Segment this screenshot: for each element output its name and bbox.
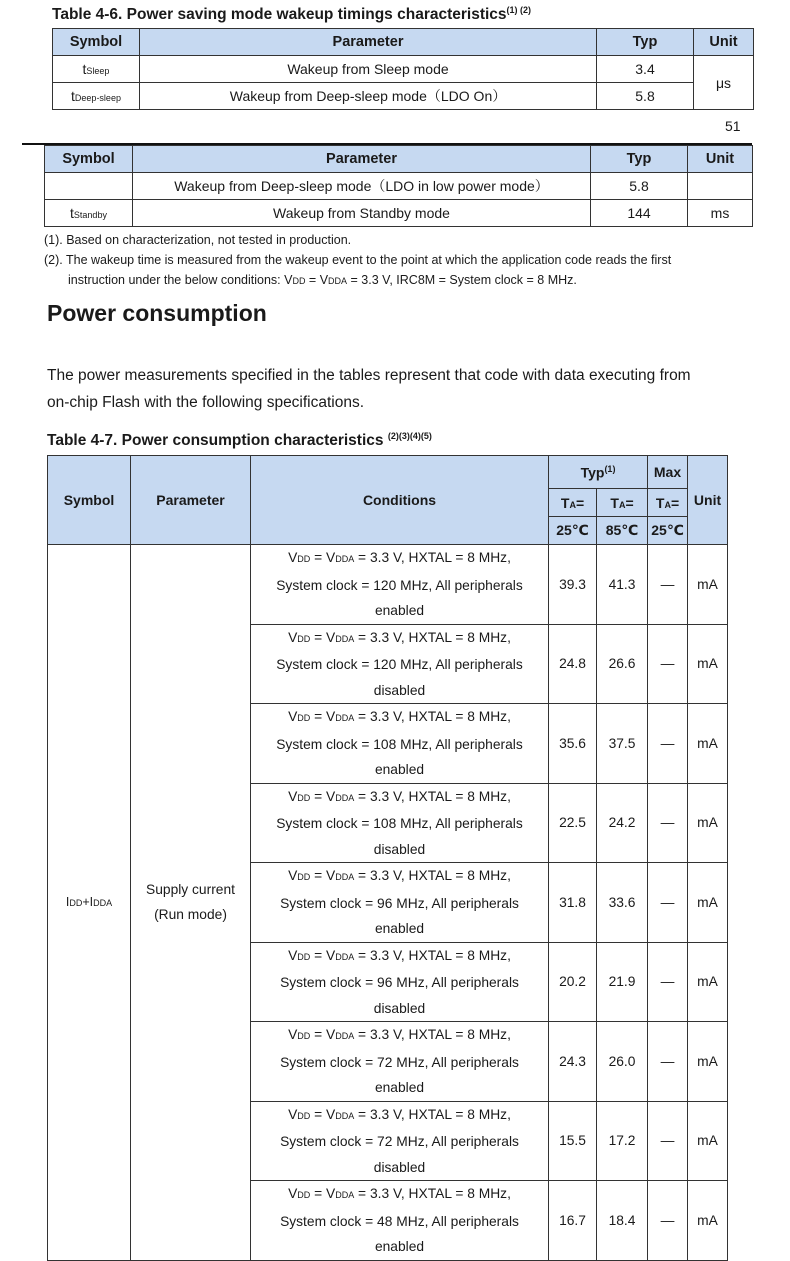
max-25-cell: — [648, 704, 688, 784]
header-typ: Typ [591, 146, 688, 173]
table-4-6 [52, 28, 754, 110]
note-1: (1). Based on characterization, not tested in production. [44, 233, 352, 247]
table-row [48, 545, 728, 625]
parameter-cell: Supply current (Run mode) [131, 545, 251, 1261]
max-25-cell: — [648, 1101, 688, 1181]
header-symbol: Symbol [45, 146, 133, 173]
table-header-row [45, 146, 753, 173]
table-4-7-body [48, 545, 728, 1261]
note-2-continuation: instruction under the below conditions: VDD = VDDA = 3.3 V, IRC8M = System clock = 8 MHz. [68, 273, 577, 287]
max-25-cell: — [648, 863, 688, 943]
header-parameter: Parameter [133, 146, 591, 173]
conditions-cell: VDD = VDDA = 3.3 V, HXTAL = 8 MHz, System clock = 108 MHz, All peripherals enabled [251, 704, 549, 784]
typ-25-cell: 39.3 [549, 545, 597, 625]
unit-cell: mA [688, 624, 728, 704]
header-typ: Typ [597, 29, 694, 56]
table-row [53, 83, 754, 110]
conditions-cell: VDD = VDDA = 3.3 V, HXTAL = 8 MHz, System clock = 72 MHz, All peripherals disabled [251, 1101, 549, 1181]
typ-cell: 5.8 [597, 83, 694, 110]
conditions-cell: VDD = VDDA = 3.3 V, HXTAL = 8 MHz, System clock = 96 MHz, All peripherals enabled [251, 863, 549, 943]
max-25-cell: — [648, 1181, 688, 1261]
parameter-cell: Wakeup from Deep-sleep mode（LDO On） [140, 83, 597, 110]
typ-85-cell: 33.6 [597, 863, 648, 943]
typ-25-cell: 24.8 [549, 624, 597, 704]
caption-notes: (2)(3)(4)(5) [387, 431, 432, 441]
header-ta: TA= [648, 489, 688, 517]
table-4-6-caption: Table 4-6. Power saving mode wakeup timings characteristics$^{(1) (2)}$ [52, 5, 532, 24]
header-unit: Unit [688, 146, 753, 173]
typ-85-cell: 41.3 [597, 545, 648, 625]
header-symbol: Symbol [48, 456, 131, 545]
symbol-subscript: Deep-sleep [74, 93, 121, 103]
header-typ: Typ$^{(1)}$ [549, 456, 648, 489]
parameter-cell: Wakeup from Sleep mode [140, 56, 597, 83]
conditions-cell: VDD = VDDA = 3.3 V, HXTAL = 8 MHz, System clock = 120 MHz, All peripherals enabled [251, 545, 549, 625]
unit-cell: mA [688, 545, 728, 625]
typ-25-cell: 31.8 [549, 863, 597, 943]
conditions-cell: VDD = VDDA = 3.3 V, HXTAL = 8 MHz, System clock = 96 MHz, All peripherals disabled [251, 942, 549, 1022]
symbol-subscript: Sleep [86, 66, 110, 76]
conditions-cell: VDD = VDDA = 3.3 V, HXTAL = 8 MHz, System clock = 72 MHz, All peripherals enabled [251, 1022, 549, 1102]
table-row [45, 200, 753, 227]
conditions-cell: VDD = VDDA = 3.3 V, HXTAL = 8 MHz, System clock = 120 MHz, All peripherals disabled [251, 624, 549, 704]
unit-cell: mA [688, 942, 728, 1022]
conditions-cell: VDD = VDDA = 3.3 V, HXTAL = 8 MHz, System clock = 108 MHz, All peripherals disabled [251, 783, 549, 863]
typ-cell: 144 [591, 200, 688, 227]
unit-cell [688, 173, 753, 200]
conditions-cell: VDD = VDDA = 3.3 V, HXTAL = 8 MHz, System clock = 48 MHz, All peripherals enabled [251, 1181, 549, 1261]
typ-85-cell: 26.6 [597, 624, 648, 704]
table-4-7 [47, 455, 728, 1261]
typ-25-cell: 20.2 [549, 942, 597, 1022]
max-25-cell: — [648, 624, 688, 704]
max-25-cell: — [648, 1022, 688, 1102]
header-temp-85: 85℃ [597, 517, 648, 545]
symbol-cell: tDeep-sleep [53, 83, 140, 110]
max-25-cell: — [648, 545, 688, 625]
symbol-cell [45, 173, 133, 200]
typ-85-cell: 37.5 [597, 704, 648, 784]
header-ta: TA= [549, 489, 597, 517]
unit-cell: mA [688, 863, 728, 943]
table-notes [44, 230, 764, 291]
page-number: 51 [725, 118, 741, 134]
unit-cell: μs [694, 56, 754, 110]
header-ta: TA= [597, 489, 648, 517]
header-temp-25: 25℃ [648, 517, 688, 545]
typ-25-cell: 16.7 [549, 1181, 597, 1261]
symbol-cell: IDD+IDDA [48, 545, 131, 1261]
header-parameter: Parameter [140, 29, 597, 56]
header-max: Max [648, 456, 688, 489]
unit-cell: mA [688, 704, 728, 784]
typ-85-cell: 17.2 [597, 1101, 648, 1181]
unit-cell: mA [688, 1101, 728, 1181]
symbol-cell: tStandby [45, 200, 133, 227]
caption-notes: (1) (2) [506, 5, 532, 15]
section-heading: Power consumption [47, 300, 267, 326]
symbol-cell: tSleep [53, 56, 140, 83]
header-temp-25: 25℃ [549, 517, 597, 545]
symbol-subscript: Standby [73, 210, 107, 220]
table-4-6-continued [44, 145, 753, 227]
typ-85-cell: 26.0 [597, 1022, 648, 1102]
header-conditions: Conditions [251, 456, 549, 545]
typ-cell: 3.4 [597, 56, 694, 83]
parameter-cell: Wakeup from Standby mode [133, 200, 591, 227]
header-unit: Unit [694, 29, 754, 56]
header-unit: Unit [688, 456, 728, 545]
typ-85-cell: 21.9 [597, 942, 648, 1022]
table-header-row [53, 29, 754, 56]
header-symbol: Symbol [53, 29, 140, 56]
typ-85-cell: 18.4 [597, 1181, 648, 1261]
note-2: (2). The wakeup time is measured from the wakeup event to the point at which the application code reads the first [44, 253, 672, 267]
typ-25-cell: 22.5 [549, 783, 597, 863]
table-header-row [48, 456, 728, 489]
typ-25-cell: 35.6 [549, 704, 597, 784]
max-25-cell: — [648, 783, 688, 863]
unit-cell: mA [688, 1181, 728, 1261]
typ-25-cell: 15.5 [549, 1101, 597, 1181]
typ-cell: 5.8 [591, 173, 688, 200]
max-25-cell: — [648, 942, 688, 1022]
unit-cell: ms [688, 200, 753, 227]
table-4-7-caption: Table 4-7. Power consumption characteristics $^{(2)(3)(4)(5)}$ [47, 431, 432, 450]
parameter-cell: Wakeup from Deep-sleep mode（LDO in low power mode） [133, 173, 591, 200]
table-row [53, 56, 754, 83]
typ-25-cell: 24.3 [549, 1022, 597, 1102]
table-row [45, 173, 753, 200]
header-parameter: Parameter [131, 456, 251, 545]
section-paragraph: The power measurements specified in the tables represent that code with data executing from on-chip Flash with the following specifications. [47, 367, 691, 411]
typ-85-cell: 24.2 [597, 783, 648, 863]
unit-cell: mA [688, 783, 728, 863]
unit-cell: mA [688, 1022, 728, 1102]
